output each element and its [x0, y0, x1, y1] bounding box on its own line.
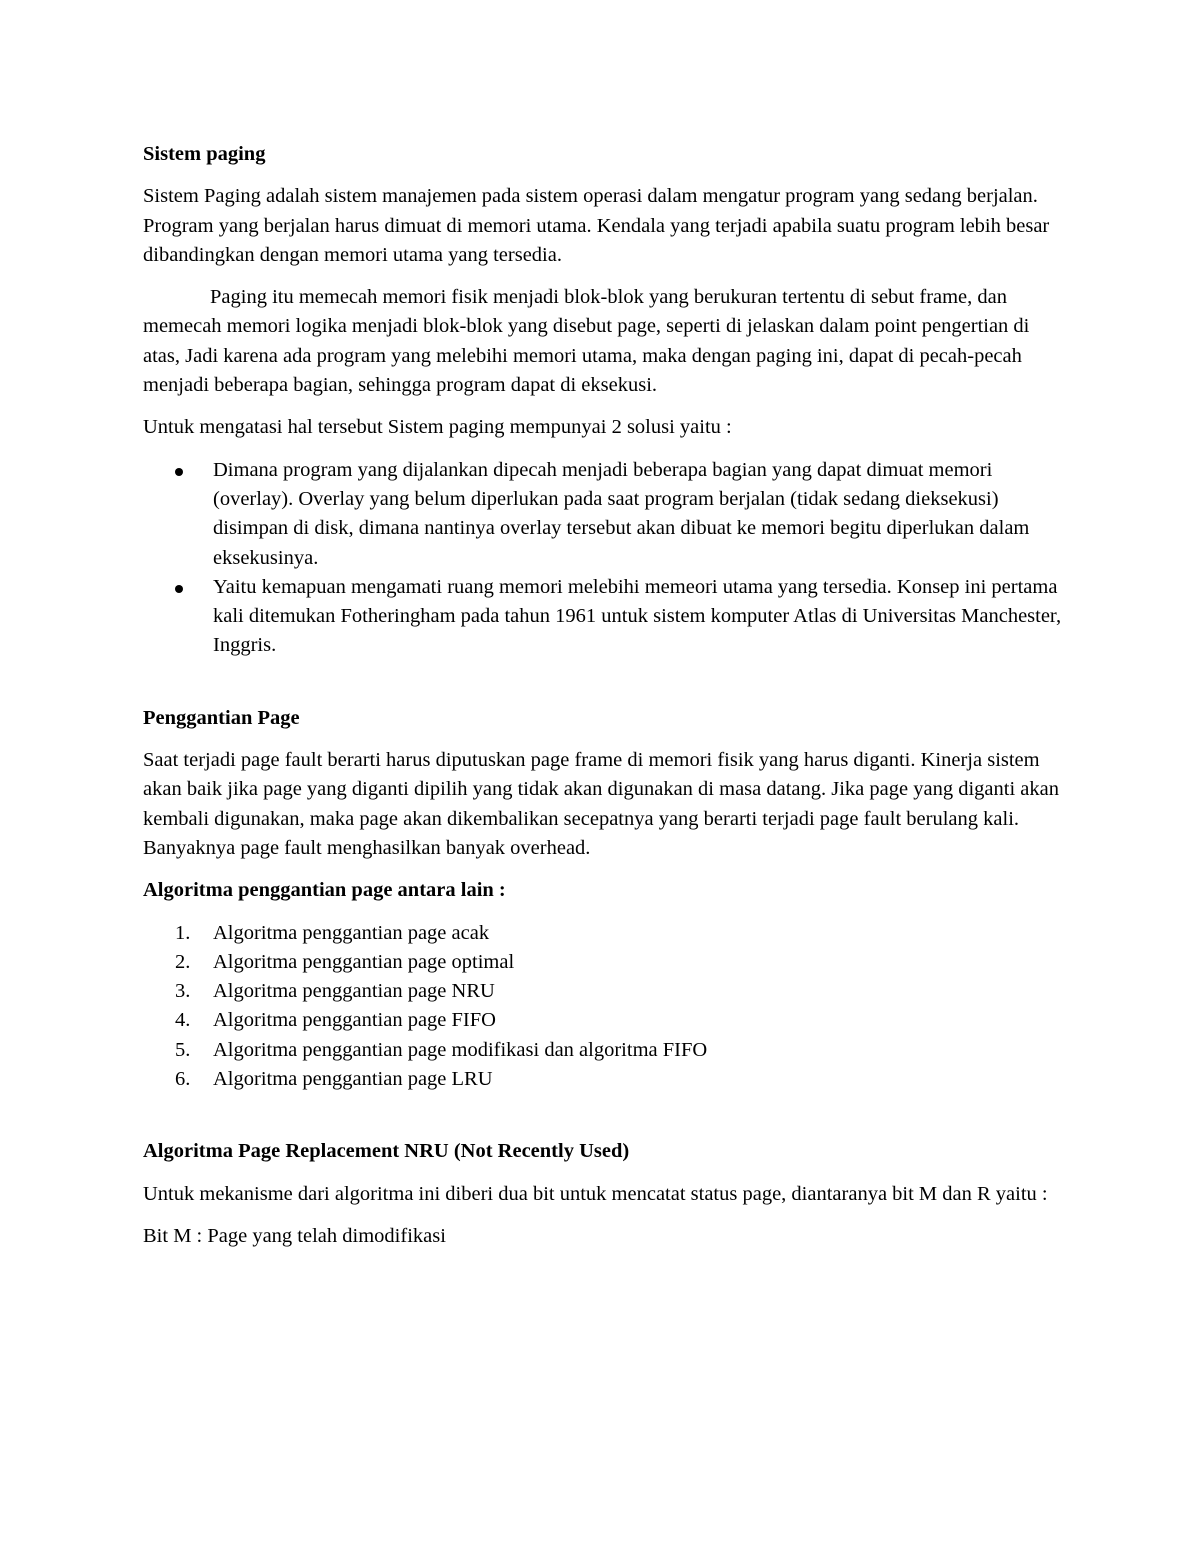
list-number: 1.: [175, 921, 191, 944]
list-item-text: Algoritma penggantian page modifikasi dan algoritma FIFO: [213, 1038, 708, 1061]
paragraph: Bit M : Page yang telah dimodifikasi: [143, 1224, 446, 1247]
bullet-icon: [175, 585, 183, 593]
paragraph: Sistem Paging adalah sistem manajemen pada sistem operasi dalam mengatur program yang sedang berjalan. Program yang berjalan harus dimuat di memori utama. Kendala yang terjadi apabila suatu program lebih besar dibandingkan dengan memori utama yang tersedia.: [143, 185, 1050, 266]
list-item-text: Algoritma penggantian page acak: [213, 921, 490, 944]
list-item: [143, 948, 1063, 977]
list-item: [143, 1036, 1063, 1065]
subsection-title: Algoritma penggantian page antara lain :: [143, 879, 506, 902]
paragraph: Untuk mekanisme dari algoritma ini diberi dua bit untuk mencatat status page, diantaranya bit M dan R yaitu :: [143, 1182, 1048, 1205]
list-item: [143, 573, 1063, 661]
list-item-text: Algoritma penggantian page NRU: [213, 980, 495, 1003]
section-title-nru: Algoritma Page Replacement NRU (Not Recently Used): [143, 1140, 630, 1163]
section-title-sistem-paging: Sistem paging: [143, 143, 266, 165]
section-title-penggantian-page: Penggantian Page: [143, 706, 300, 729]
list-number: 6.: [175, 1068, 191, 1091]
paragraph: Untuk mengatasi hal tersebut Sistem paging mempunyai 2 solusi yaitu :: [143, 416, 732, 439]
list-item-text: Algoritma penggantian page optimal: [213, 950, 515, 973]
list-item: [143, 919, 1063, 948]
list-number: 3.: [175, 980, 191, 1003]
list-item: [143, 456, 1063, 573]
paragraph: Paging itu memecah memori fisik menjadi blok-blok yang berukuran tertentu di sebut frame, dan memecah memori logika menjadi blok-blok yang disebut page, seperti di jelaskan dalam point pengertian di atas, Jadi karena ada program yang melebihi memori utama, maka dengan paging ini, dapat di pecah-pecah menjadi beberapa bagian, sehingga program dapat di eksekusi.: [143, 286, 1030, 397]
bullet-icon: [175, 468, 183, 476]
document-page: [143, 140, 1063, 1251]
list-item-text: Algoritma penggantian page LRU: [213, 1068, 493, 1091]
bullet-list: [143, 456, 1063, 661]
list-number: 2.: [175, 950, 191, 973]
list-item-text: Algoritma penggantian page FIFO: [213, 1009, 496, 1032]
paragraph: Saat terjadi page fault berarti harus diputuskan page frame di memori fisik yang harus diganti. Kinerja sistem akan baik jika page yang diganti dipilih yang tidak akan digunakan di masa datang. Jika page yang diganti akan kembali digunakan, maka page akan dikembalikan secepatnya yang berarti terjadi page fault berulang kali. Banyaknya page fault menghasilkan banyak overhead.: [143, 749, 1059, 859]
list-item: [143, 1006, 1063, 1035]
list-number: 5.: [175, 1038, 191, 1061]
list-item: [143, 977, 1063, 1006]
list-item-text: Dimana program yang dijalankan dipecah menjadi beberapa bagian yang dapat dimuat memori (overlay). Overlay yang belum diperlukan pada saat program berjalan (tidak sedang dieksekusi) disimpan di disk, dimana nantinya overlay tersebut akan dibuat ke memori begitu diperlukan dalam eksekusinya.: [213, 458, 1030, 569]
list-item-text: Yaitu kemapuan mengamati ruang memori melebihi memeori utama yang tersedia. Konsep ini pertama kali ditemukan Fotheringham pada tahun 1961 untuk sistem komputer Atlas di Universitas Manchester, Inggris.: [213, 575, 1062, 657]
list-item: [143, 1065, 1063, 1094]
numbered-list: [143, 919, 1063, 1095]
list-number: 4.: [175, 1009, 191, 1032]
